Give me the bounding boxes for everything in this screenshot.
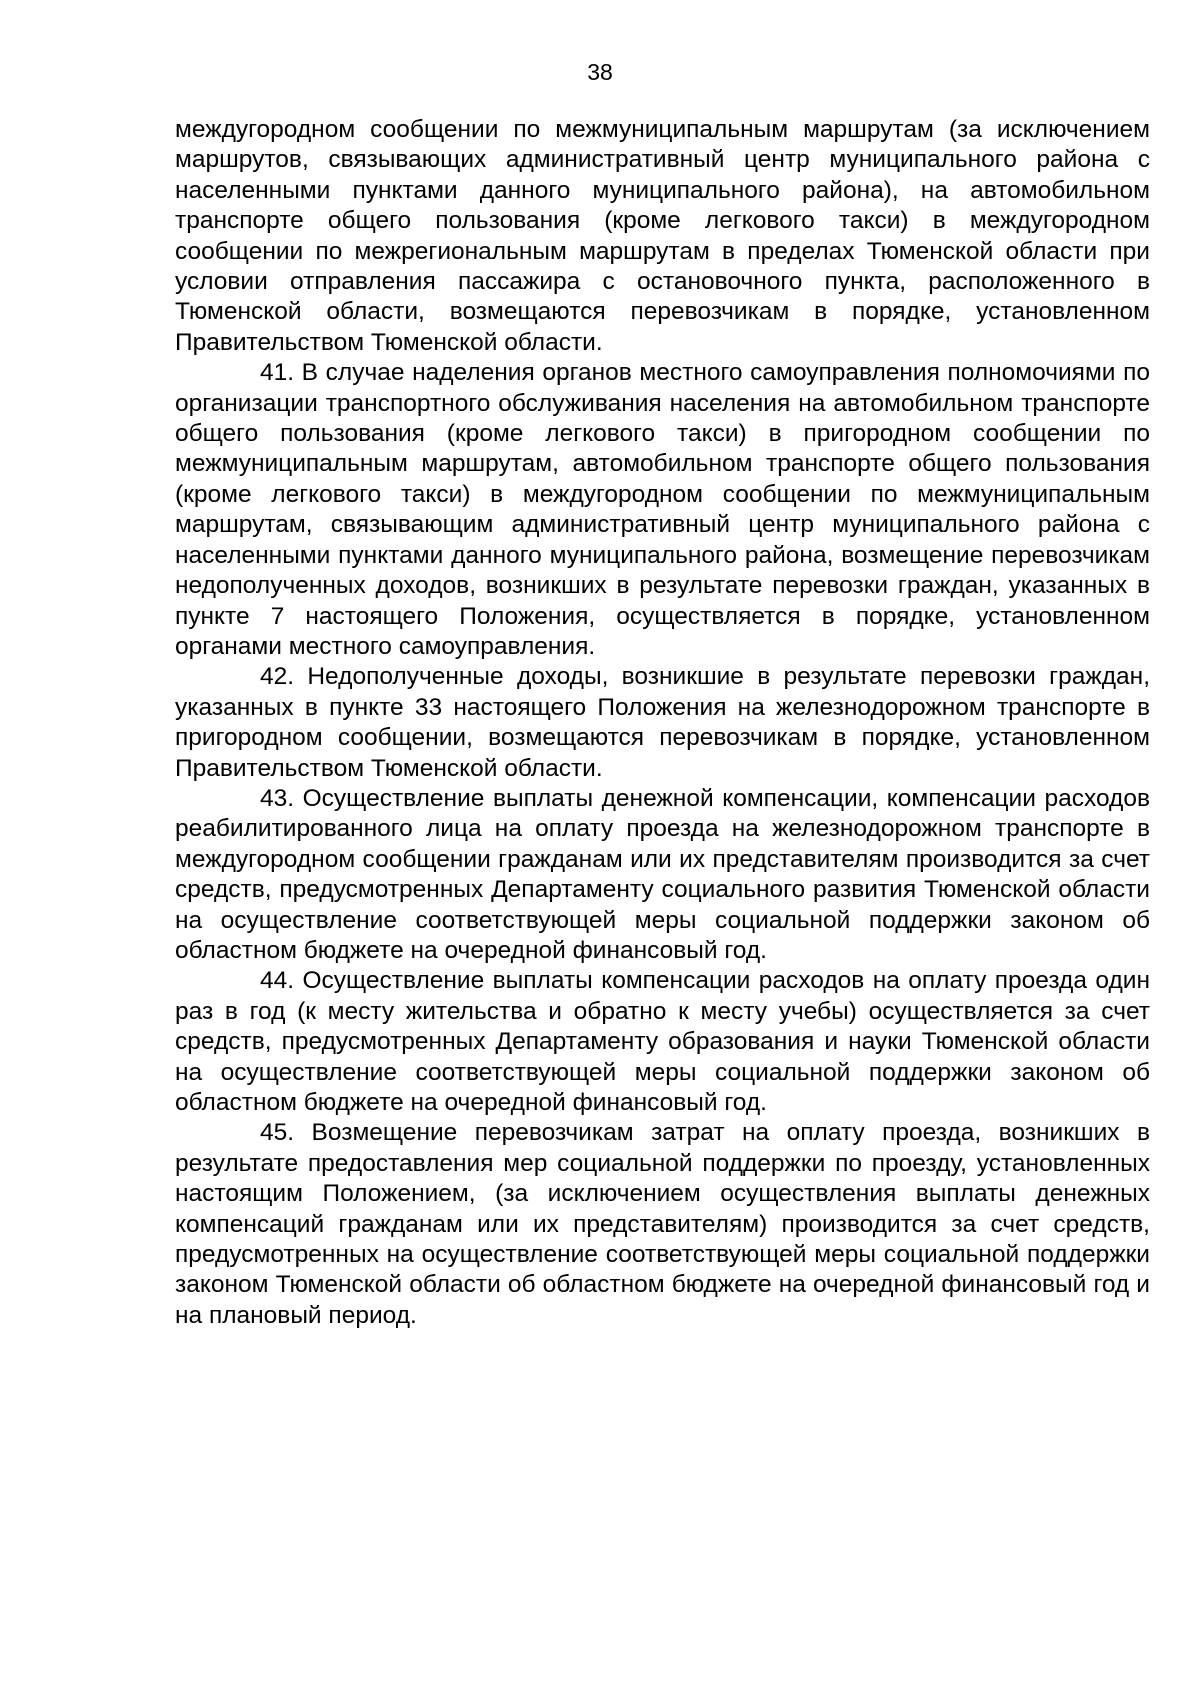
paragraph-45: 45. Возмещение перевозчикам затрат на оплату проезда, возникших в результате предоставления мер социальной поддержки по проезду, установленных настоящим Положением, (за исключением осуществления выплаты денежных компенсаций гражданам или их представителям) производится за счет средств, предусмотренных на осуществление соответствующей меры социальной поддержки законом Тюменской области об областном бюджете на очередной финансовый год и на плановый период. bbox=[175, 1119, 1150, 1329]
paragraph-44: 44. Осуществление выплаты компенсации расходов на оплату проезда один раз в год (к месту жительства и обратно к месту учебы) осуществляется за счет средств, предусмотренных Департаменту образования и науки Тюменской области на осуществление соответствующей меры социальной поддержки законом об областном бюджете на очередной финансовый год. bbox=[175, 967, 1150, 1116]
paragraph-41: 41. В случае наделения органов местного самоуправления полномочиями по организации транспортного обслуживания населения на автомобильном транспорте общего пользования (кроме легкового такси) в пригородном сообщении по межмуниципальным маршрутам, автомобильном транспорте общего пользования (кроме легкового такси) в междугородном сообщении по межмуниципальным маршрутам, связывающим административный центр муниципального района с населенными пунктами данного муниципального района, возмещение перевозчикам недополученных доходов, возникших в результате перевозки граждан, указанных в пункте 7 настоящего Положения, осуществляется в порядке, установленном органами местного самоуправления. bbox=[175, 359, 1150, 660]
page-number: 38 bbox=[587, 59, 613, 85]
paragraph-continuation: междугородном сообщении по межмуниципальным маршрутам (за исключением маршрутов, связывающих административный центр муниципального района с населенными пунктами данного муниципального района), на автомобильном транспорте общего пользования (кроме легкового такси) в междугородном сообщении по межрегиональным маршрутам в пределах Тюменской области при условии отправления пассажира с остановочного пункта, расположенного в Тюменской области, возмещаются перевозчикам в порядке, установленном Правительством Тюменской области. bbox=[175, 116, 1150, 356]
document-body bbox=[175, 115, 1150, 1331]
paragraph-42: 42. Недополученные доходы, возникшие в результате перевозки граждан, указанных в пункте 33 настоящего Положения на железнодорожном транспорте в пригородном сообщении, возмещаются перевозчикам в порядке, установленном Правительством Тюменской области. bbox=[175, 663, 1150, 782]
paragraph-43: 43. Осуществление выплаты денежной компенсации, компенсации расходов реабилитированного лица на оплату проезда на железнодорожном транспорте в междугородном сообщении гражданам или их представителям производится за счет средств, предусмотренных Департаменту социального развития Тюменской области на осуществление соответствующей меры социальной поддержки законом об областном бюджете на очередной финансовый год. bbox=[175, 784, 1150, 964]
